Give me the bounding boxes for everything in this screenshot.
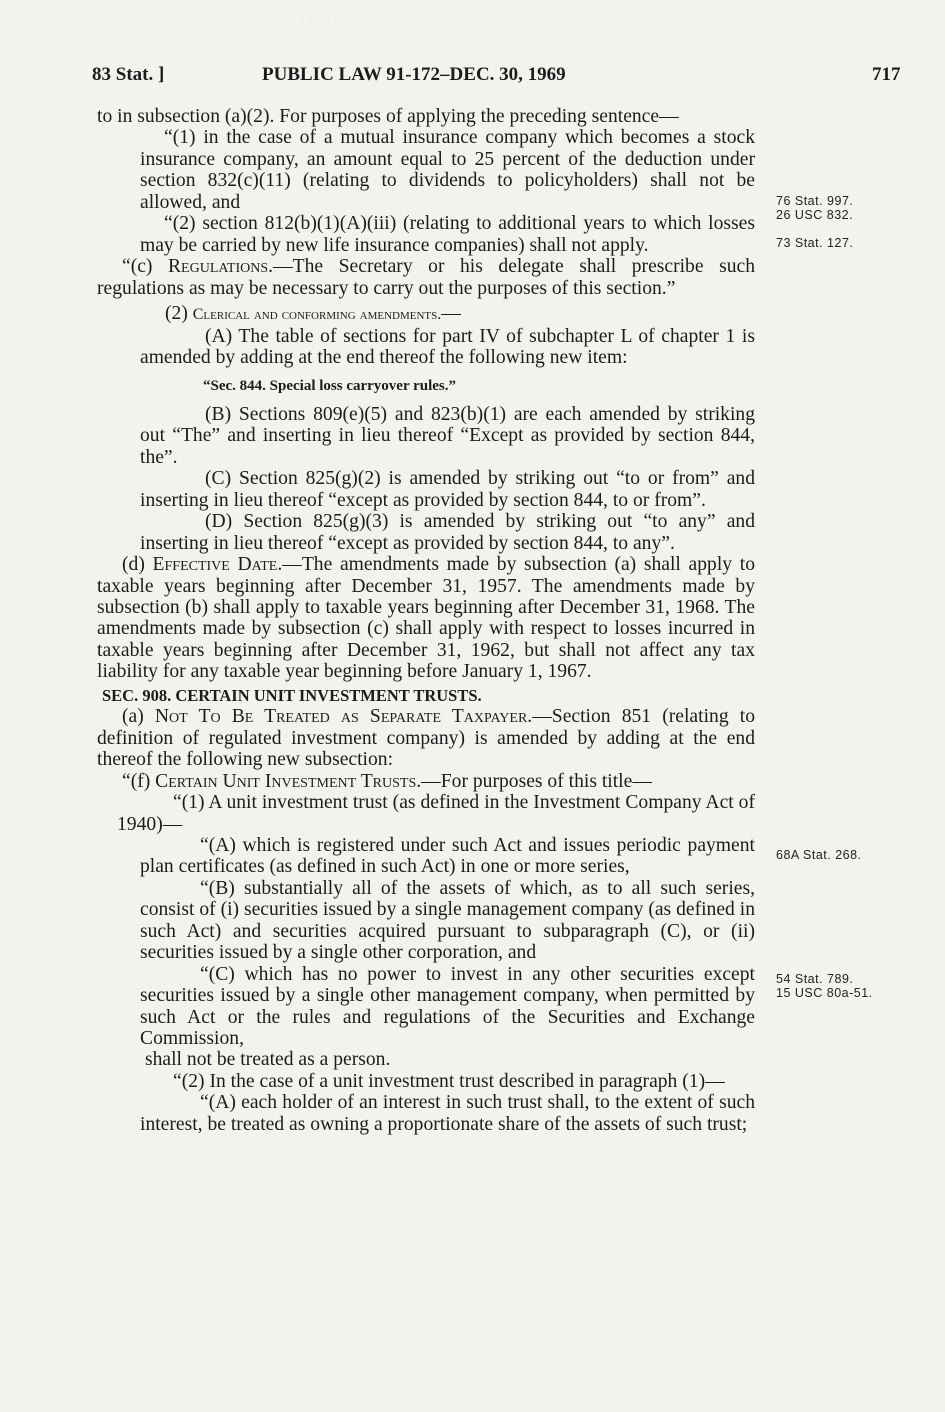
margin-note — [776, 848, 862, 862]
paragraph: (A) The table of sections for part IV of subchapter L of chapter 1 is amended by adding at the end thereof the following new item: — [140, 325, 755, 368]
subsection-heading: Certain Unit Investment Trusts. — [155, 770, 422, 792]
subsection-number: (a) — [122, 706, 155, 728]
paragraph: shall not be treated as a person. — [145, 1049, 391, 1071]
header-stat-volume: 83 Stat. ] — [92, 64, 165, 85]
paragraph — [97, 706, 755, 770]
paragraph — [97, 554, 755, 683]
page-number: 717 — [872, 64, 901, 85]
margin-note-line: 15 USC 80a-51. — [776, 986, 873, 1000]
paragraph — [97, 771, 755, 792]
paragraph-body: — — [441, 303, 461, 325]
paragraph — [97, 256, 755, 299]
paragraph — [97, 303, 755, 325]
subsection-heading: Regulations. — [167, 256, 274, 278]
subsection-heading: Clerical and conforming amendments. — [192, 306, 442, 324]
paragraph-body: —The amendments made by subsection (a) shall apply to taxable years beginning after December 31, 1957. The amendments made by subsection (b) shall apply to taxable years beginning after December 31, 1968. The amendments made by subsection (c) shall apply with respect to losses incurred in taxable years beginning after December 31, 1962, but shall not affect any tax liability for any taxable year beginning before January 1, 1967. — [97, 554, 756, 683]
margin-note-line: 26 USC 832. — [776, 208, 854, 222]
paragraph: (B) Sections 809(e)(5) and 823(b)(1) are each amended by striking out “The” and inserting in lieu thereof “Except as provided by section 844, the”. — [140, 403, 755, 468]
show-through-text: · · · · · — [300, 12, 338, 27]
paragraph: to in subsection (a)(2). For purposes of applying the preceding sentence— — [97, 106, 679, 127]
paragraph-body: —For purposes of this title— — [421, 770, 652, 792]
paragraph-body: —The Secretary or his delegate shall prescribe such regulations as may be necessary to carry out the purposes of this section.” — [97, 256, 756, 299]
margin-note-line: 76 Stat. 997. — [776, 194, 854, 208]
margin-note — [776, 972, 873, 1000]
paragraph: “(2) In the case of a unit investment trust described in paragraph (1)— — [173, 1070, 725, 1092]
margin-note-line: 54 Stat. 789. — [776, 972, 854, 986]
subsection-number: (2) — [165, 303, 193, 325]
paragraph: “(1) A unit investment trust (as defined in the Investment Company Act of 1940)— — [117, 792, 755, 835]
margin-note — [776, 236, 853, 250]
section-heading: SEC. 908. CERTAIN UNIT INVESTMENT TRUSTS. — [102, 685, 482, 705]
paragraph: “(2) section 812(b)(1)(A)(iii) (relating to additional years to which losses may be carried by new life insurance companies) shall not apply. — [140, 213, 755, 256]
margin-note — [776, 194, 853, 222]
table-item: “Sec. 844. Special loss carryover rules.” — [203, 378, 457, 395]
header-title: PUBLIC LAW 91-172–DEC. 30, 1969 — [262, 64, 566, 85]
paragraph: (D) Section 825(g)(3) is amended by striking out “to any” and inserting in lieu thereof “except as provided by section 844, to any”. — [140, 511, 755, 554]
margin-note-line: 68A Stat. 268. — [776, 848, 862, 862]
paragraph: “(B) substantially all of the assets of which, as to all such series, consist of (i) securities issued by a single management company (as defined in such Act) and securities acquired pursuant to subparagraph (C), or (ii) securities issued by a single other corporation, and — [140, 877, 755, 964]
paragraph: “(A) each holder of an interest in such trust shall, to the extent of such interest, be treated as owning a proportionate share of the assets of such trust; — [140, 1092, 755, 1135]
body-text — [97, 106, 755, 1135]
paragraph: “(C) which has no power to invest in any other securities except securities issued by a single other management company, when permitted by such Act or the rules and regulations of the Securities and Exchange Commission, — [140, 963, 755, 1050]
paragraph: “(1) in the case of a mutual insurance company which becomes a stock insurance company, an amount equal to 25 percent of the deduction under section 832(c)(11) (relating to dividends to policyholders) shall not be allowed, and — [140, 127, 755, 213]
subsection-number: “(c) — [122, 256, 168, 278]
paragraph: “(A) which is registered under such Act and issues periodic payment plan certificates (as defined in such Act) in one or more series, — [140, 834, 755, 878]
subsection-heading: Effective Date. — [152, 554, 283, 576]
margin-note-line: 73 Stat. 127. — [776, 236, 854, 250]
subsection-number: (d) — [122, 554, 153, 576]
subsection-heading: Not To Be Treated as Separate Taxpayer. — [154, 706, 533, 728]
paragraph: (C) Section 825(g)(2) is amended by striking out “to or from” and inserting in lieu thereof “except as provided by section 844, to or from”. — [140, 468, 755, 511]
subsection-number: “(f) — [122, 770, 156, 792]
paragraph-body: —Section 851 (relating to definition of regulated investment company) is amended by adding at the end thereof the following new subsection: — [97, 706, 755, 771]
